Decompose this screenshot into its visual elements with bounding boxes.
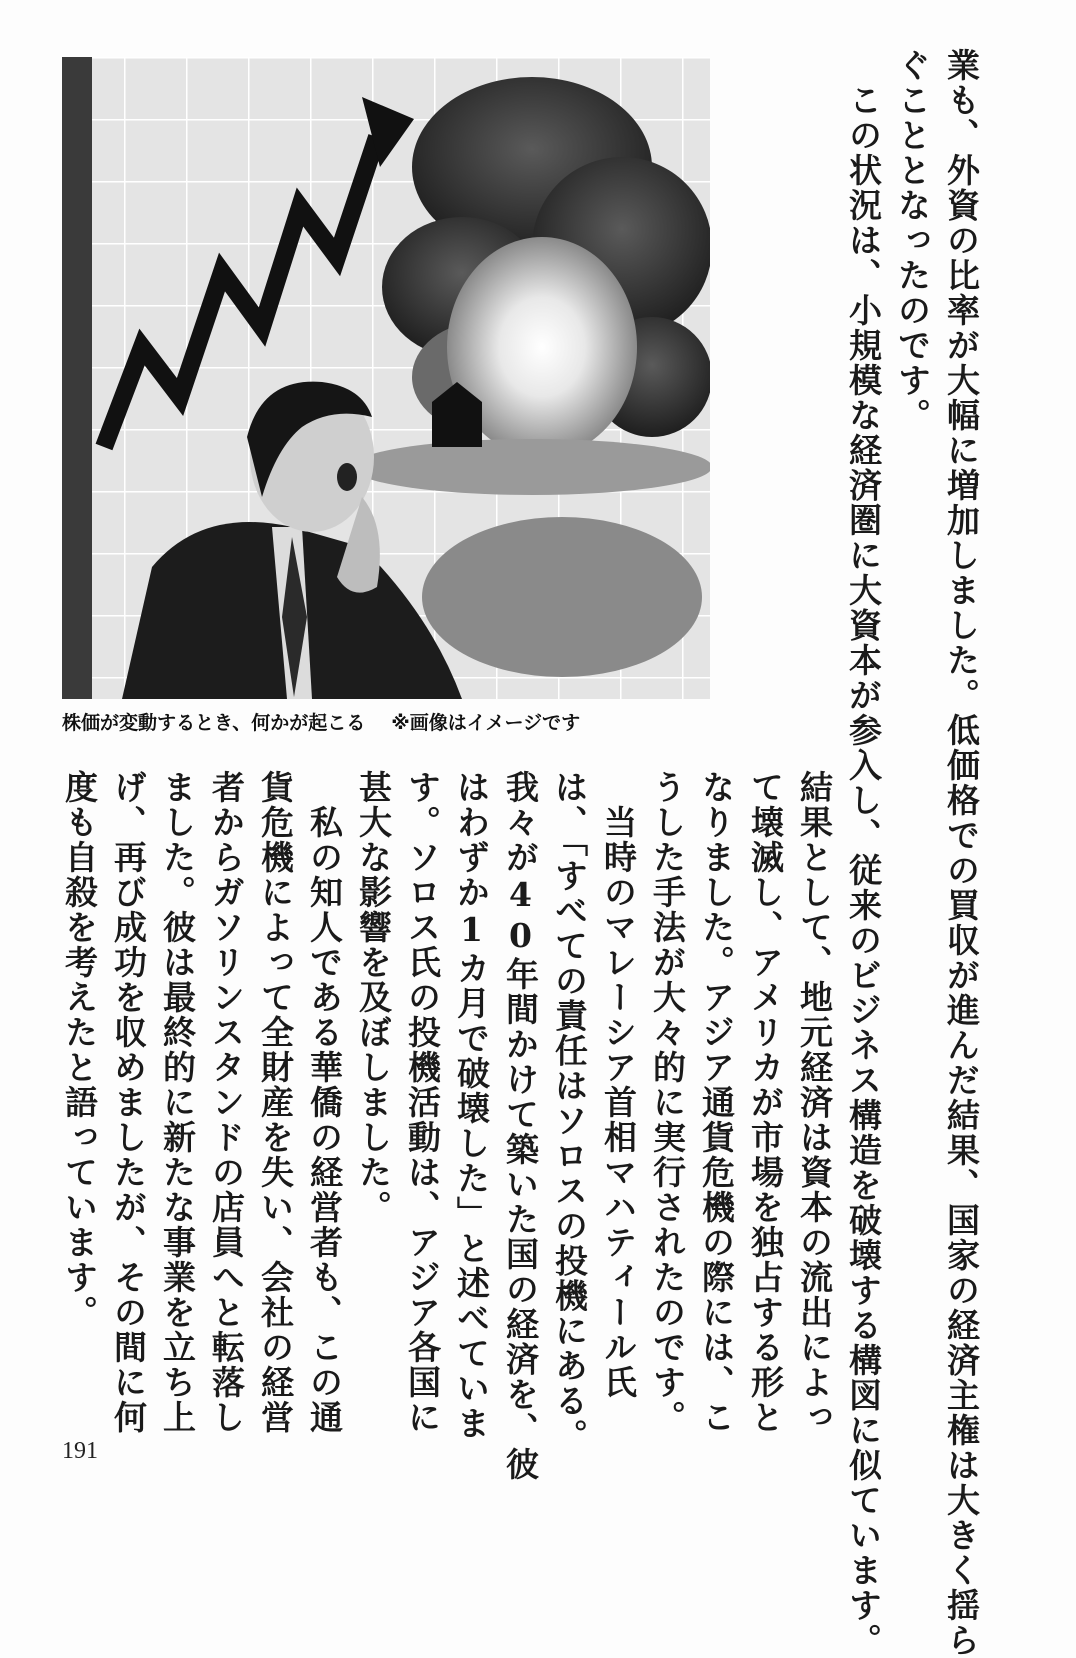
page-number: 191 <box>62 1438 98 1464</box>
caption-note: ※画像はイメージです <box>391 712 581 734</box>
text-column-lower-15: げ、再び成功を収めましたが、その間に何 <box>109 770 148 1435</box>
text-column-lower-7: 我々が40年間かけて築いた国の経済を、彼 <box>501 770 540 1482</box>
text-column-lower-6: は、「すべての責任はソロスの投機にある。 <box>550 770 589 1454</box>
text-column-lower-1: 結果として、地元経済は資本の流出によっ <box>795 770 834 1435</box>
illustration-caption <box>62 708 722 735</box>
text-column-lower-11: 私の知人である華僑の経営者も、この通 <box>305 770 344 1435</box>
stock-chart-illustration <box>62 57 710 699</box>
text-column-lower-4: うした手法が大々的に実行されたのです。 <box>648 770 687 1435</box>
caption-main: 株価が変動するとき、何かが起こる <box>62 712 366 734</box>
text-column-lower-2: て壊滅し、アメリカが市場を独占する形と <box>746 770 785 1435</box>
text-column-lower-9: す。ソロス氏の投機活動は、アジア各国に <box>403 770 442 1435</box>
text-column-top-3: この状況は、小規模な経済圏に大資本が参入し、従来のビジネス構造を破壊する構図に似ています。 <box>844 48 883 1658</box>
text-column-lower-16: 度も自殺を考えたと語っています。 <box>60 770 99 1330</box>
text-column-lower-12: 貨危機によって全財産を失い、会社の経営 <box>256 770 295 1435</box>
illustration-artwork <box>62 57 710 699</box>
text-column-lower-5: 当時のマレーシア首相マハティール氏 <box>599 770 638 1400</box>
text-column-lower-13: 者からガソリンスタンドの店員へと転落し <box>207 770 246 1435</box>
text-column-lower-14: ました。彼は最終的に新たな事業を立ち上 <box>158 770 197 1435</box>
text-column-lower-3: なりました。アジア通貨危機の際には、こ <box>697 770 736 1435</box>
text-column-top-2: ぐこととなったのです。 <box>893 48 932 433</box>
text-column-lower-8: はわずか1カ月で破壊した」と述べていま <box>452 770 491 1441</box>
text-column-lower-10: 甚大な影響を及ぼしました。 <box>354 770 393 1225</box>
text-column-top-1: 業も、外資の比率が大幅に増加しました。低価格での買収が進んだ結果、国家の経済主権は大きく揺ら <box>942 48 981 1658</box>
